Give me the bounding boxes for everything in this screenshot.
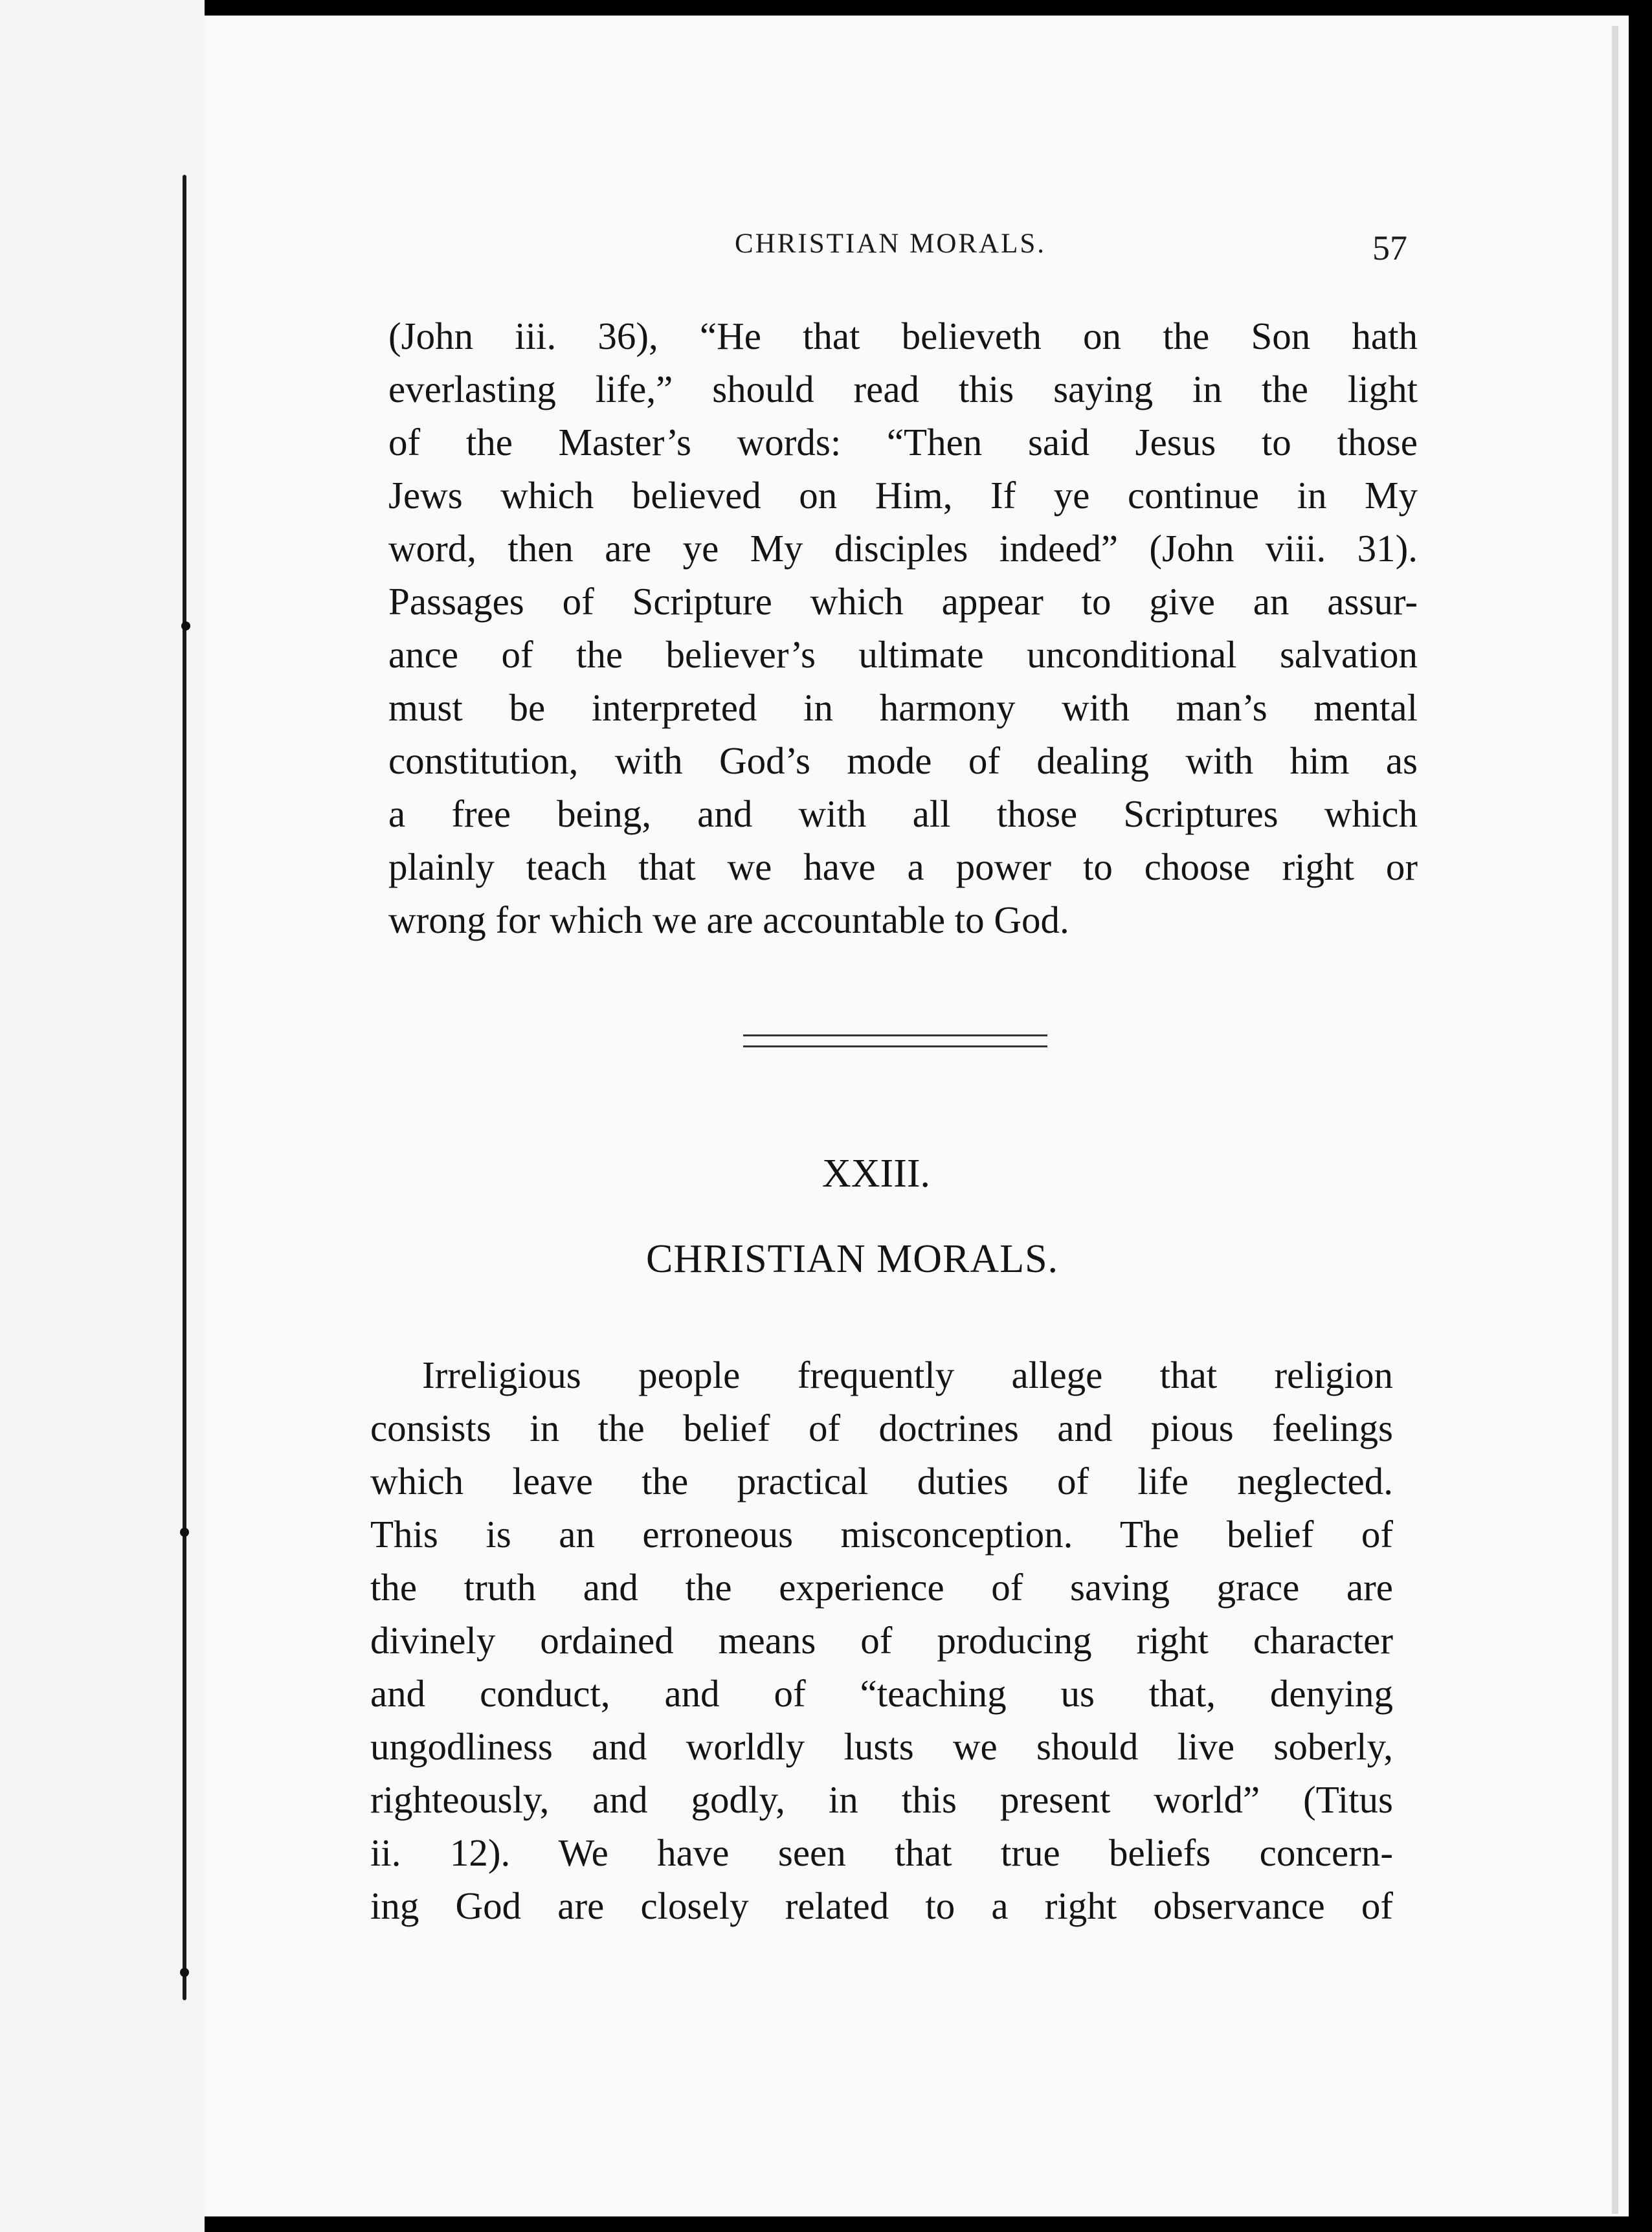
text-line: consists in the belief of doctrines and pious feelings bbox=[370, 1407, 1393, 1449]
page-edge-shadow bbox=[1612, 26, 1618, 2214]
text-line: constitution, with God’s mode of dealing with him as bbox=[388, 739, 1418, 782]
text-line: wrong for which we are accountable to God. bbox=[388, 898, 1069, 941]
paragraph-continued bbox=[388, 309, 1418, 946]
text-line: plainly teach that we have a power to choose right or bbox=[388, 845, 1418, 888]
text-line: divinely ordained means of producing right character bbox=[370, 1619, 1393, 1662]
chapter-opening-paragraph bbox=[370, 1348, 1393, 1932]
binding-stitch-mark bbox=[180, 1528, 189, 1537]
chapter-number: XXIII. bbox=[822, 1152, 930, 1196]
binding-gutter bbox=[183, 175, 186, 2000]
binding-stitch-mark bbox=[181, 621, 190, 631]
text-line: ungodliness and worldly lusts we should live soberly, bbox=[370, 1725, 1393, 1768]
text-line: everlasting life,” should read this saying in the light bbox=[388, 368, 1418, 410]
text-line: righteously, and godly, in this present world” (Titus bbox=[370, 1778, 1393, 1821]
page-number: 57 bbox=[1372, 229, 1407, 267]
text-line: the truth and the experience of saving grace are bbox=[370, 1566, 1393, 1609]
facing-page-edge bbox=[0, 0, 205, 2232]
text-line: a free being, and with all those Scriptures which bbox=[388, 792, 1418, 835]
text-line: ing God are closely related to a right observance of bbox=[370, 1884, 1393, 1927]
text-line: which leave the practical duties of life neglected. bbox=[370, 1460, 1393, 1502]
binding-stitch-mark bbox=[180, 1968, 189, 1977]
text-line: (John iii. 36), “He that believeth on the Son hath bbox=[388, 315, 1418, 357]
text-line: Jews which believed on Him, If ye continue in My bbox=[388, 474, 1418, 517]
text-line: ii. 12). We have seen that true beliefs concern- bbox=[370, 1831, 1393, 1874]
text-line: This is an erroneous misconception. The belief of bbox=[370, 1513, 1393, 1556]
text-line: word, then are ye My disciples indeed” (John viii. 31). bbox=[388, 527, 1418, 570]
text-line: Passages of Scripture which appear to give an assur- bbox=[388, 580, 1418, 623]
chapter-title: CHRISTIAN MORALS. bbox=[646, 1237, 1059, 1281]
text-line: and conduct, and of “teaching us that, denying bbox=[370, 1672, 1393, 1715]
text-line: must be interpreted in harmony with man’s mental bbox=[388, 686, 1418, 729]
section-divider-rule bbox=[743, 1034, 1047, 1047]
text-line: Irreligious people frequently allege that religion bbox=[422, 1354, 1393, 1396]
text-line: ance of the believer’s ultimate unconditional salvation bbox=[388, 633, 1418, 676]
text-line: of the Master’s words: “Then said Jesus to those bbox=[388, 421, 1418, 463]
running-head: CHRISTIAN MORALS. bbox=[735, 229, 1047, 259]
